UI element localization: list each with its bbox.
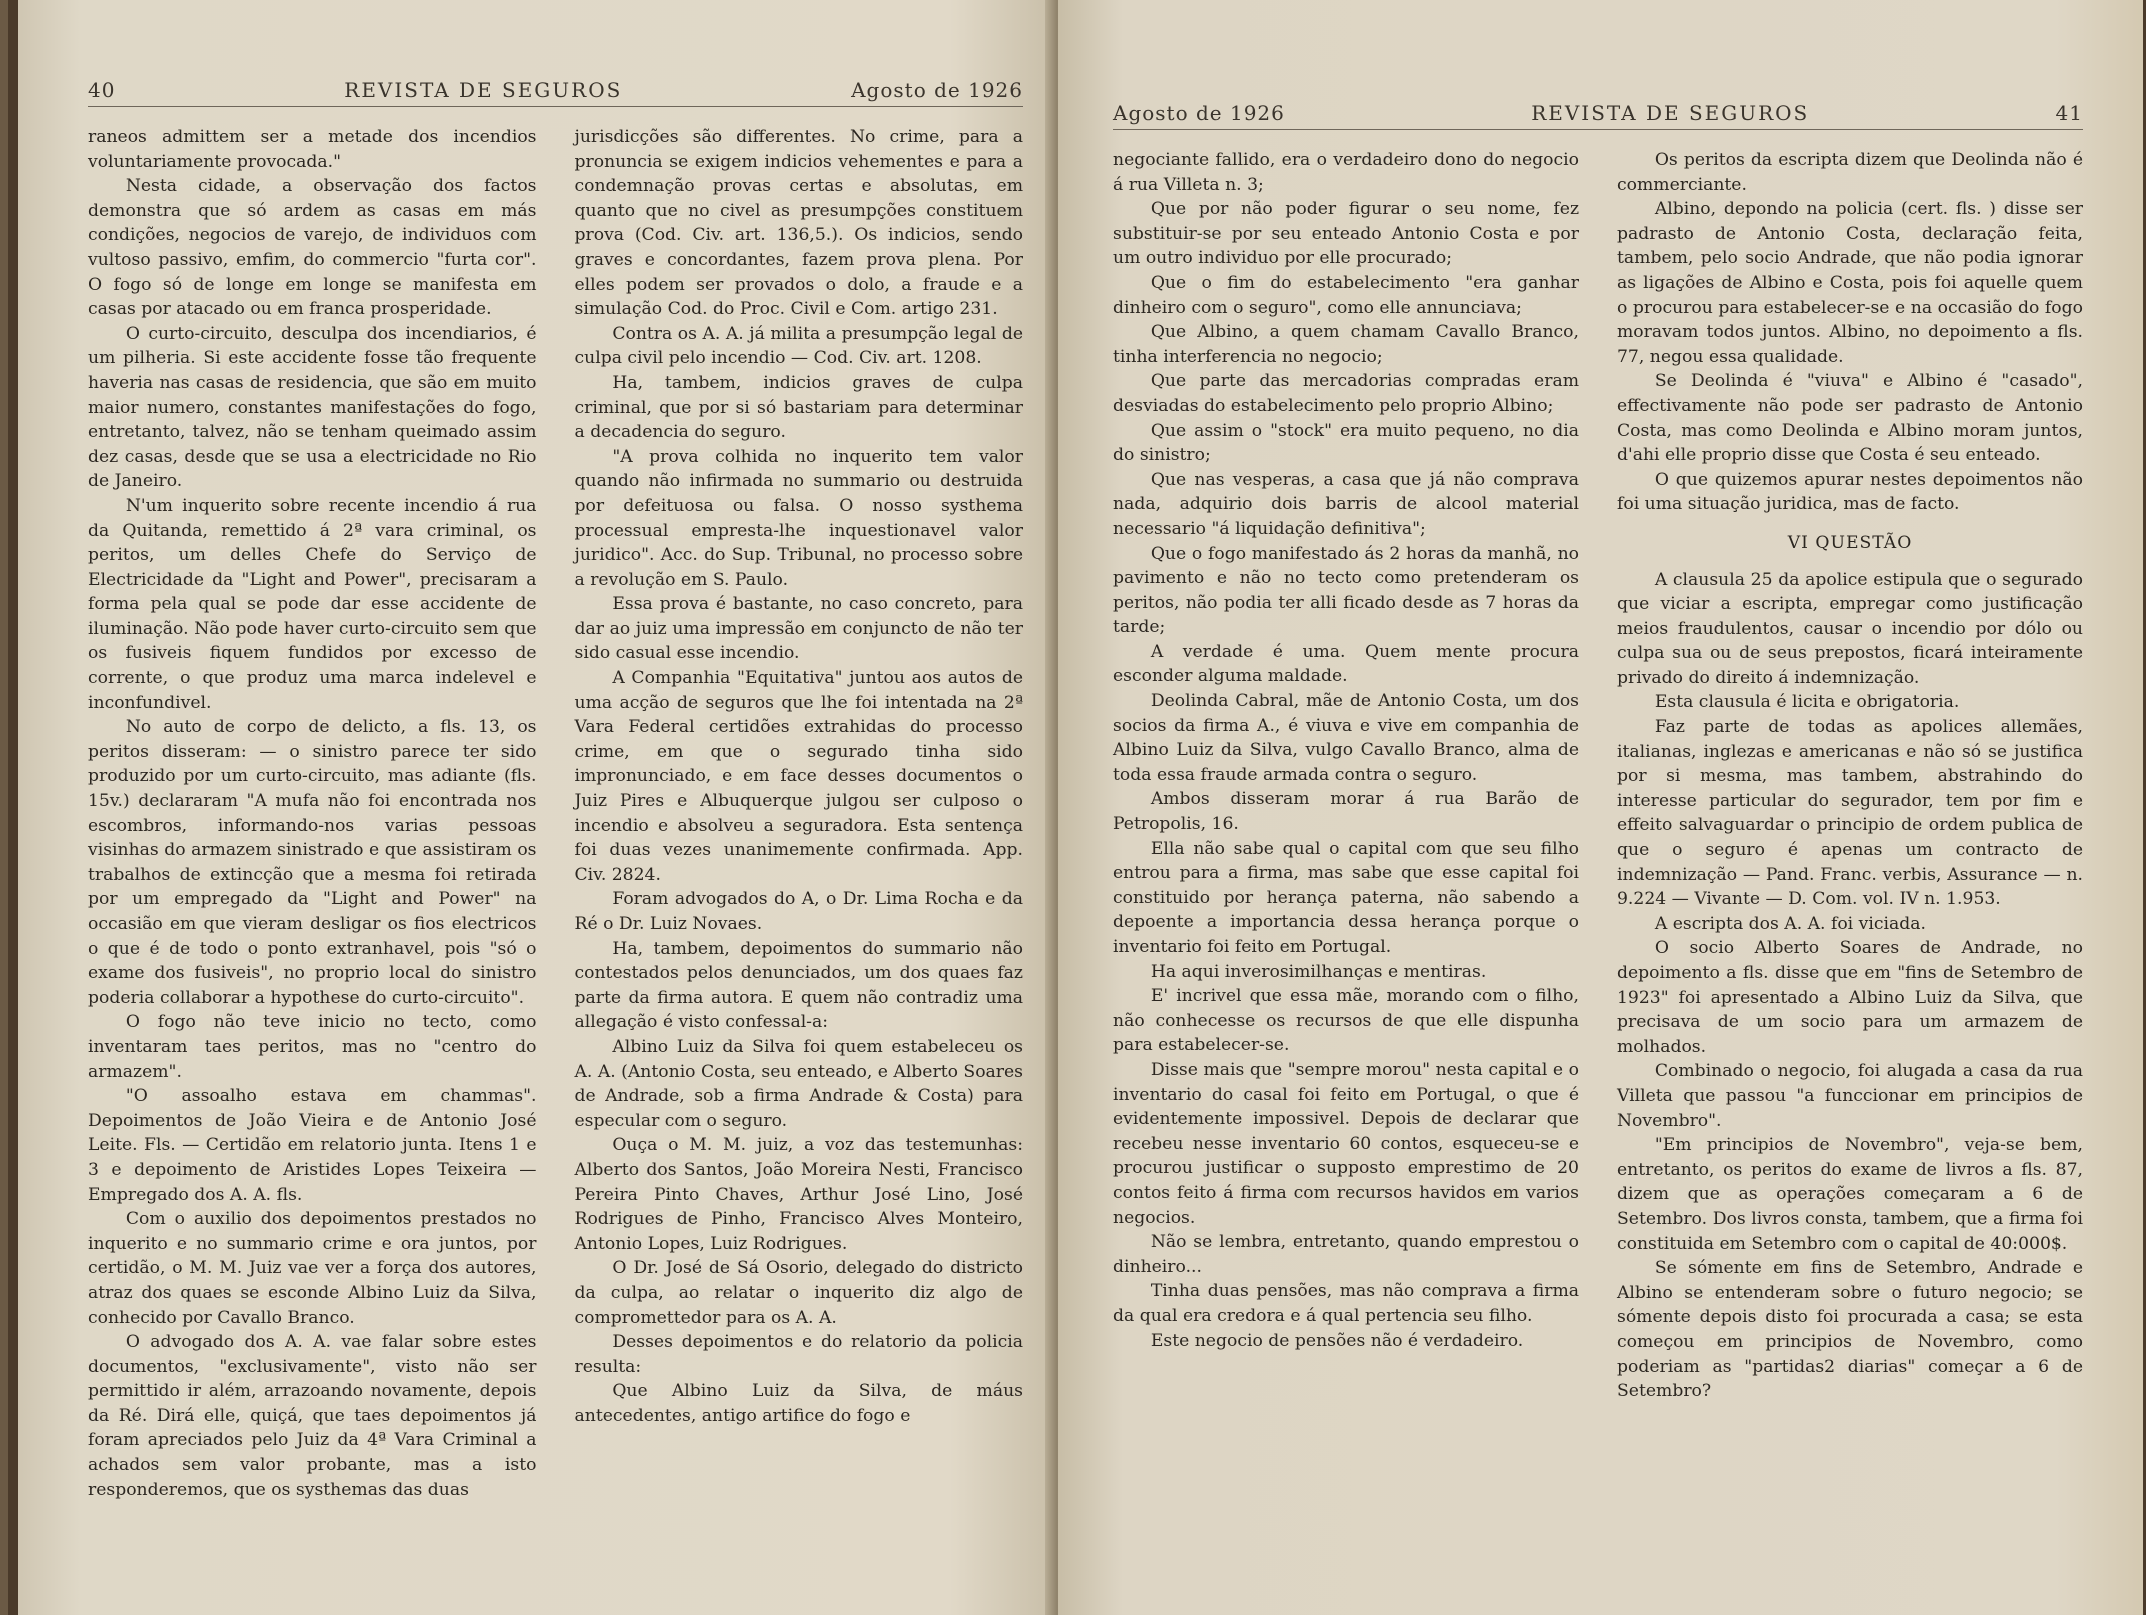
paragraph: A Companhia "Equitativa" juntou aos autos de uma acção de seguros que lhe foi intentada na 2ª Vara Federal certidões extrahidas do processo crime, em que o segurado tinha sido impronunciado, e em face desses documentos o Juiz Pires e Albuquerque julgou ser culposo o incendio e absolveu a seguradora. Esta sentença foi duas vezes unanimemente confirmada. App. Civ. 2824. xyxy=(574,668,1023,885)
page-number: 41 xyxy=(2055,101,2083,125)
right-column-2 xyxy=(1617,148,2083,1404)
paragraph: "Em principios de Novembro", veja-se bem, entretanto, os peritos do exame de livros a fls. 87, dizem que as operações começaram a 6 de Setembro. Dos livros consta, tambem, que a firma foi constituida em Setembro com o capital de 40:000$. xyxy=(1617,1135,2083,1254)
right-column-1 xyxy=(1113,148,1579,1404)
paragraph: Contra os A. A. já milita a presumpção legal de culpa civil pelo incendio — Cod. Civ. art. 1208. xyxy=(574,323,1023,369)
paragraph: Com o auxilio dos depoimentos prestados no inquerito e no summario crime e ora juntos, por certidão, o M. M. Juiz vae ver a força dos autores, atraz dos quaes se esconde Albino Luiz da Silva, conhecido por Cavallo Branco. xyxy=(88,1209,537,1328)
paragraph: A escripta dos A. A. foi viciada. xyxy=(1654,913,1926,934)
issue-date: Agosto de 1926 xyxy=(1113,101,1285,125)
paragraph: Se sómente em fins de Setembro, Andrade e Albino se entenderam sobre o futuro negocio; se sómente depois disto foi procurada a casa; se esta começou em principios de Novembro, como poderiam as "partidas2 diarias" começar a 6 de Setembro? xyxy=(1617,1258,2083,1402)
paragraph: Esta clausula é licita e obrigatoria. xyxy=(1654,692,1960,713)
paragraph: O socio Alberto Soares de Andrade, no depoimento a fls. disse que em "fins de Setembro de 1923" foi apresentado a Albino Luiz da Silva, que precisava de um socio para um armazem de molhados. xyxy=(1617,938,2083,1057)
paragraph: A clausula 25 da apolice estipula que o segurado que viciar a escripta, empregar como justificação meios fraudulentos, causar o incendio por dólo ou culpa sua ou de seus prepostos, ficará inteiramente privado do direito á indemnização. xyxy=(1617,569,2083,688)
paragraph: Desses depoimentos e do relatorio da policia resulta: xyxy=(574,1332,1023,1377)
left-page-columns xyxy=(88,125,1023,1502)
paragraph: "O assoalho estava em chammas". Depoimentos de João Vieira e de Antonio José Leite. Fls. — Certidão em relatorio junta. Itens 1 e 3 e depoimento de Aristides Lopes Teixeira — Empregado dos A. A. fls. xyxy=(88,1086,537,1205)
paragraph: Foram advogados do A, o Dr. Lima Rocha e da Ré o Dr. Luiz Novaes. xyxy=(574,889,1023,934)
right-column-2-bottom xyxy=(1617,568,2083,1404)
left-column-2 xyxy=(575,125,1024,1502)
paragraph: Que o fogo manifestado ás 2 horas da manhã, no pavimento e não no tecto como pretenderam os peritos, não podia ter alli ficado desde as 7 horas da tarde; xyxy=(1113,543,1579,638)
paragraph: Este negocio de pensões não é verdadeiro. xyxy=(1150,1330,1524,1351)
paragraph: Que nas vesperas, a casa que já não comprava nada, adquirio dois barris de alcool material necessario "á liquidação definitiva"; xyxy=(1113,469,1579,539)
paragraph: Que assim o "stock" era muito pequeno, no dia do sinistro; xyxy=(1113,420,1579,466)
paragraph: O curto-circuito, desculpa dos incendiarios, é um pilheria. Si este accidente fosse tão frequente haveria nas casas de residencia, que são em muito maior numero, constantes manifestações do fogo, entretanto, talvez, não se tenham queimado assim dez casas, desde que se usa a electricidade no Rio de Janeiro. xyxy=(88,323,537,492)
paragraph: O que quizemos apurar nestes depoimentos não foi uma situação juridica, mas de facto. xyxy=(1617,469,2083,515)
section-heading: VI QUESTÃO xyxy=(1787,532,1913,553)
paragraph: O advogado dos A. A. vae falar sobre estes documentos, "exclusivamente", visto não ser permittido ir além, arrazoando novamente, depois da Ré. Dirá elle, quiçá, que taes depoimentos já foram apreciados pelo Juiz da 4ª Vara Criminal a achados sem valor probante, mas a isto responderemos, que os systhemas das duas xyxy=(88,1332,537,1500)
paragraph: A verdade é uma. Quem mente procura esconder alguma maldade. xyxy=(1113,641,1579,687)
paragraph: "A prova colhida no inquerito tem valor quando não infirmada no summario ou destruida por defeituosa ou falsa. O nosso systhema processual empresta-lhe inquestionavel valor juridico". Acc. do Sup. Tribunal, no processo sobre a revolução em S. Paulo. xyxy=(574,446,1023,590)
journal-title: REVISTA DE SEGUROS xyxy=(1531,101,1810,125)
paragraph: Ella não sabe qual o capital com que seu filho entrou para a firma, mas sabe que esse capital foi constituido por herança paterna, não sabendo a depoente a importancia dessa herança porque o inventario foi feito em Portugal. xyxy=(1113,838,1579,957)
paragraph: Albino, depondo na policia (cert. fls. ) disse ser padrasto de Antonio Costa, declaração feita, tambem, pelo socio Andrade, que não podia ignorar as ligações de Albino e Costa, pois foi aquelle quem o procurou para estabelecer-se e na occasião do fogo moravam todos juntos. Albino, no depoimento a fls. 77, negou essa qualidade. xyxy=(1617,199,2083,367)
paragraph: negociante fallido, era o verdadeiro dono do negocio á rua Villeta n. 3; xyxy=(1113,150,1579,195)
paragraph: Ouça o M. M. juiz, a voz das testemunhas: Alberto dos Santos, João Moreira Nesti, Francisco Pereira Pinto Chaves, Arthur José Lino, José Rodrigues de Pinho, Francisco Alves Monteiro, Antonio Lopes, Luiz Rodrigues. xyxy=(574,1135,1023,1254)
paragraph: Ambos disseram morar á rua Barão de Petropolis, 16. xyxy=(1113,789,1579,835)
journal-title: REVISTA DE SEGUROS xyxy=(344,78,623,102)
paragraph: Combinado o negocio, foi alugada a casa da rua Villeta que passou "a funccionar em principios de Novembro". xyxy=(1617,1061,2083,1131)
paragraph: Disse mais que "sempre morou" nesta capital e o inventario do casal foi feito em Portugal, o que é evidentemente impossivel. Depois de declarar que recebeu nesse inventario 60 contos, esqueceu-se e procurou justificar o supposto emprestimo de 20 contos feito á firma com recursos havidos em varios negocios. xyxy=(1113,1059,1579,1228)
paragraph: Ha, tambem, depoimentos do summario não contestados pelos denunciados, um dos quaes faz parte da firma autora. E quem não contradiz uma allegação é visto confessal-a: xyxy=(574,938,1023,1033)
left-page-header xyxy=(88,72,1023,107)
paragraph: O fogo não teve inicio no tecto, como inventaram taes peritos, mas no "centro do armazem". xyxy=(88,1012,537,1082)
paragraph: Tinha duas pensões, mas não comprava a firma da qual era credora e á qual pertencia seu filho. xyxy=(1113,1281,1579,1326)
paragraph: jurisdicções são differentes. No crime, para a pronuncia se exigem indicios vehementes e para a condemnação provas certas e absolutas, em quanto que no civel as presumpções constituem prova (Cod. Civ. art. 136,5.). Os indicios, sendo graves e concordantes, fazem prova plena. Por elles podem ser provados o dolo, a fraude e a simulação Cod. do Proc. Civil e Com. artigo 231. xyxy=(574,127,1023,320)
page-number: 40 xyxy=(88,78,116,102)
left-page xyxy=(18,0,1053,1615)
paragraph: No auto de corpo de delicto, a fls. 13, os peritos disseram: — o sinistro parece ter sido produzido por um curto-circuito, mas adiante (fls. 15v.) declararam "A mufa não foi encontrada nos escombros, informando-nos varias pessoas visinhas do armazem sinistrado e que assistiram os trabalhos de extincção que a mesma foi retirada por um empregado da "Light and Power" na occasião em que vieram desligar os fios electricos o que é de todo o ponto extranhavel, pois "só o exame dos fusiveis", no proprio local do sinistro poderia collaborar a hypothese do curto-circuito". xyxy=(88,717,537,1008)
paragraph: Os peritos da escripta dizem que Deolinda não é commerciante. xyxy=(1617,150,2083,195)
paragraph: Que por não poder figurar o seu nome, fez substituir-se por seu enteado Antonio Costa e por um outro individuo por elle procurado; xyxy=(1113,199,1579,269)
paragraph: Deolinda Cabral, mãe de Antonio Costa, um dos socios da firma A., é viuva e vive em companhia de Albino Luiz da Silva, vulgo Cavallo Branco, alma de toda essa fraude armada contra o seguro. xyxy=(1113,691,1579,785)
paragraph: Que Albino, a quem chamam Cavallo Branco, tinha interferencia no negocio; xyxy=(1113,322,1579,367)
right-page-columns xyxy=(1113,148,2083,1404)
paragraph: Ha, tambem, indicios graves de culpa criminal, que por si só bastariam para determinar a decadencia do seguro. xyxy=(574,372,1023,443)
paragraph: Não se lembra, entretanto, quando emprestou o dinheiro... xyxy=(1113,1232,1579,1277)
paragraph: O Dr. José de Sá Osorio, delegado do districto da culpa, ao relatar o inquerito diz algo de compromettedor para os A. A. xyxy=(574,1258,1023,1328)
paragraph: Se Deolinda é "viuva" e Albino é "casado", effectivamente não pode ser padrasto de Antonio Costa, mas como Deolinda e Albino moram juntos, d'ahi elle proprio disse que Costa é seu enteado. xyxy=(1617,371,2083,466)
paragraph: Que Albino Luiz da Silva, de máus antecedentes, antigo artifice do fogo e xyxy=(574,1381,1023,1426)
paragraph: raneos admittem ser a metade dos incendios voluntariamente provocada." xyxy=(88,127,537,172)
paragraph: Que o fim do estabelecimento "era ganhar dinheiro com o seguro", como elle annunciava; xyxy=(1113,272,1579,318)
right-page xyxy=(1058,0,2143,1615)
paragraph: Ha aqui inverosimilhanças e mentiras. xyxy=(1150,961,1487,982)
paragraph: Que parte das mercadorias compradas eram desviadas do estabelecimento pelo proprio Albino; xyxy=(1113,371,1579,416)
right-page-header xyxy=(1113,95,2083,130)
left-column-1 xyxy=(88,125,537,1502)
paragraph: E' incrivel que essa mãe, morando com o filho, não conhecesse os recursos de que elle dispunha para estabelecer-se. xyxy=(1113,986,1579,1056)
paragraph: Essa prova é bastante, no caso concreto, para dar ao juiz uma impressão em conjuncto de não ter sido casual esse incendio. xyxy=(574,594,1023,664)
paragraph: N'um inquerito sobre recente incendio á rua da Quitanda, remettido á 2ª vara criminal, os peritos, um delles Chefe do Serviço de Electricidade da "Light and Power", precisaram a forma pela qual se pode dar esse accidente de iluminação. Não pode haver curto-circuito sem que os fusiveis fiquem fundidos por excesso de corrente, o que produz uma marca indelevel e inconfundivel. xyxy=(88,495,537,713)
right-column-2-top xyxy=(1617,148,2083,517)
issue-date: Agosto de 1926 xyxy=(851,78,1023,102)
paragraph: Faz parte de todas as apolices allemães, italianas, inglezas e americanas e não só se justifica por si mesma, mas tambem, abstrahindo do interesse particular do segurador, tem por fim e effeito salvaguardar o principio de ordem publica de que o seguro é apenas um contracto de indemnização — Pand. Franc. verbis, Assurance — n. 9.224 — Vivante — D. Com. vol. IV n. 1.953. xyxy=(1617,717,2083,910)
paragraph: Nesta cidade, a observação dos factos demonstra que só ardem as casas em más condições, negocios de varejo, de individuos com vultoso passivo, emfim, do commercio "furta cor". O fogo só de longe em longe se manifesta em casas por atacado ou em franca prosperidade. xyxy=(88,176,537,320)
paragraph: Albino Luiz da Silva foi quem estabeleceu os A. A. (Antonio Costa, seu enteado, e Alberto Soares de Andrade, sob a firma Andrade & Costa) para especular com o seguro. xyxy=(574,1036,1023,1131)
